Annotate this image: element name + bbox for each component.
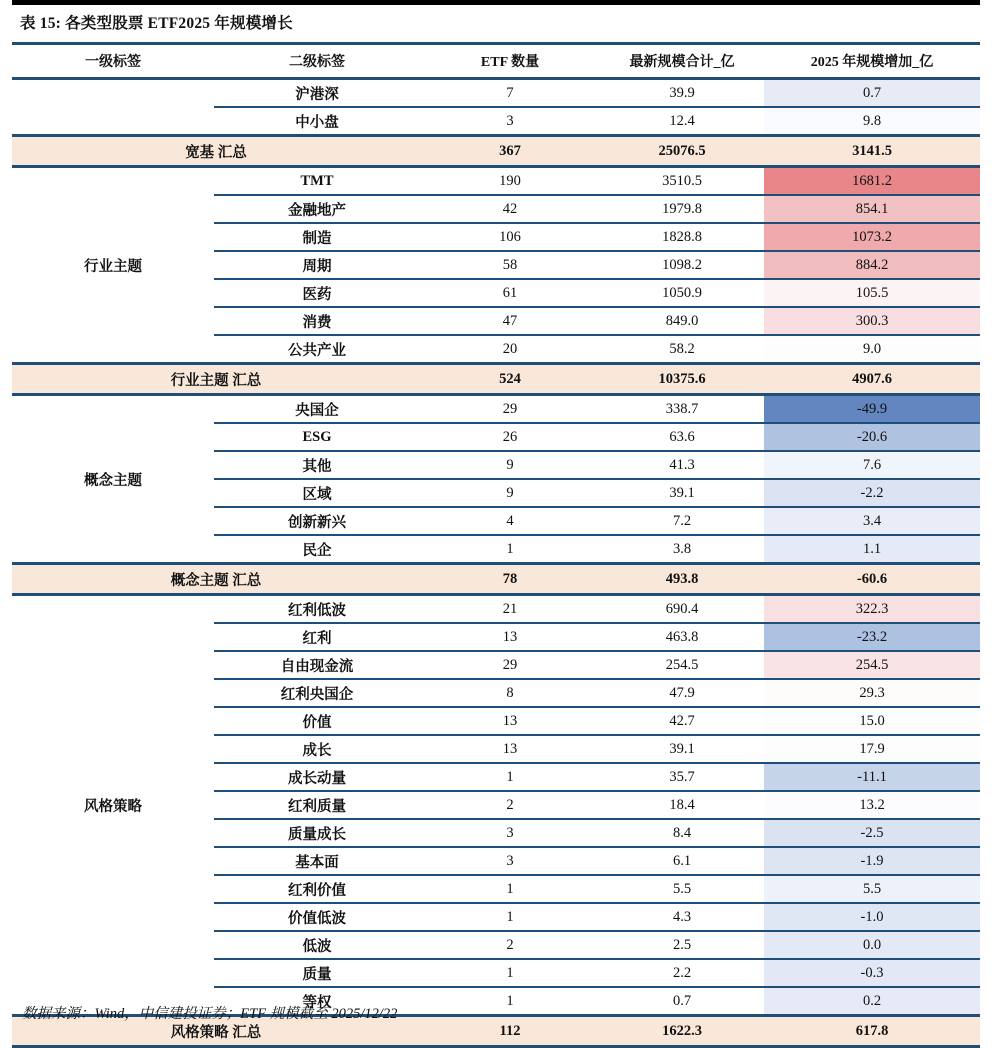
summary-count: 367: [420, 136, 600, 167]
latest-scale: 41.3: [600, 451, 764, 479]
etf-count: 20: [420, 335, 600, 364]
latest-scale: 849.0: [600, 307, 764, 335]
latest-scale: 35.7: [600, 763, 764, 791]
summary-count: 78: [420, 564, 600, 595]
latest-scale: 47.9: [600, 679, 764, 707]
group-label-cell: 行业主题: [84, 258, 142, 275]
etf-count: 13: [420, 735, 600, 763]
delta-value: 17.9: [764, 735, 980, 763]
etf-count: 1: [420, 875, 600, 903]
latest-scale: 2.2: [600, 959, 764, 987]
delta-value: 29.3: [764, 679, 980, 707]
row-label: 红利低波: [214, 595, 420, 624]
latest-scale: 39.9: [600, 79, 764, 108]
row-label: 公共产业: [214, 335, 420, 364]
latest-scale: 1979.8: [600, 195, 764, 223]
summary-count: 524: [420, 364, 600, 395]
latest-scale: 463.8: [600, 623, 764, 651]
row-label: 沪港深: [214, 79, 420, 108]
row-label: 周期: [214, 251, 420, 279]
delta-value: 7.6: [764, 451, 980, 479]
row-label: 低波: [214, 931, 420, 959]
row-label: 金融地产: [214, 195, 420, 223]
table-row: [12, 395, 980, 424]
etf-count: 3: [420, 819, 600, 847]
table-row: [12, 595, 980, 624]
summary-delta: 4907.6: [764, 364, 980, 395]
delta-value: 13.2: [764, 791, 980, 819]
etf-count: 47: [420, 307, 600, 335]
delta-value: 9.0: [764, 335, 980, 364]
col-header-level1-label: 一级标签: [12, 44, 214, 79]
latest-scale: 2.5: [600, 931, 764, 959]
table-row: [12, 167, 980, 196]
latest-scale: 6.1: [600, 847, 764, 875]
group-label-cell: 风格策略: [84, 798, 142, 815]
summary-row: [12, 364, 980, 395]
top-rule: [12, 0, 980, 5]
delta-value: 1073.2: [764, 223, 980, 251]
etf-count: 1: [420, 903, 600, 931]
latest-scale: 254.5: [600, 651, 764, 679]
latest-scale: 42.7: [600, 707, 764, 735]
summary-delta: -60.6: [764, 564, 980, 595]
row-label: 央国企: [214, 395, 420, 424]
row-label: 价值低波: [214, 903, 420, 931]
col-header-2025-increase: 2025 年规模增加_亿: [764, 44, 980, 79]
col-header-level2-label: 二级标签: [214, 44, 420, 79]
etf-count: 29: [420, 651, 600, 679]
summary-row: [12, 564, 980, 595]
summary-scale: 1622.3: [600, 1016, 764, 1047]
etf-count: 13: [420, 707, 600, 735]
summary-scale: 493.8: [600, 564, 764, 595]
etf-count: 1: [420, 535, 600, 564]
etf-count: 2: [420, 931, 600, 959]
latest-scale: 1098.2: [600, 251, 764, 279]
delta-value: 3.4: [764, 507, 980, 535]
summary-count: 112: [420, 1016, 600, 1047]
row-label: 质量: [214, 959, 420, 987]
summary-label: 宽基 汇总: [12, 136, 420, 167]
etf-count: 29: [420, 395, 600, 424]
latest-scale: 7.2: [600, 507, 764, 535]
summary-label: 行业主题 汇总: [12, 364, 420, 395]
table-title: 表 15: 各类型股票 ETF2025 年规模增长: [20, 15, 293, 32]
latest-scale: 18.4: [600, 791, 764, 819]
latest-scale: 1828.8: [600, 223, 764, 251]
row-label: TMT: [214, 167, 420, 196]
delta-value: 15.0: [764, 707, 980, 735]
table-header: [12, 44, 980, 79]
row-label: 红利央国企: [214, 679, 420, 707]
delta-value: -1.9: [764, 847, 980, 875]
latest-scale: 338.7: [600, 395, 764, 424]
etf-count: 21: [420, 595, 600, 624]
latest-scale: 39.1: [600, 735, 764, 763]
latest-scale: 58.2: [600, 335, 764, 364]
delta-value: 1681.2: [764, 167, 980, 196]
etf-count: 8: [420, 679, 600, 707]
etf-scale-table: [12, 42, 980, 1048]
summary-scale: 10375.6: [600, 364, 764, 395]
delta-value: -20.6: [764, 423, 980, 451]
etf-count: 61: [420, 279, 600, 307]
latest-scale: 1050.9: [600, 279, 764, 307]
delta-value: 9.8: [764, 107, 980, 136]
row-label: 创新新兴: [214, 507, 420, 535]
row-label: 其他: [214, 451, 420, 479]
summary-delta: 617.8: [764, 1016, 980, 1047]
etf-count: 13: [420, 623, 600, 651]
row-label: 基本面: [214, 847, 420, 875]
delta-value: 322.3: [764, 595, 980, 624]
row-label: 中小盘: [214, 107, 420, 136]
table-body: [12, 79, 980, 1047]
delta-value: -11.1: [764, 763, 980, 791]
delta-value: -23.2: [764, 623, 980, 651]
delta-value: 300.3: [764, 307, 980, 335]
etf-count: 9: [420, 451, 600, 479]
delta-value: -0.3: [764, 959, 980, 987]
delta-value: 854.1: [764, 195, 980, 223]
row-label: 价值: [214, 707, 420, 735]
latest-scale: 3510.5: [600, 167, 764, 196]
etf-count: 2: [420, 791, 600, 819]
delta-value: 1.1: [764, 535, 980, 564]
group-label-cell: 概念主题: [84, 472, 142, 489]
col-header-latest-scale: 最新规模合计_亿: [600, 44, 764, 79]
row-label: ESG: [214, 423, 420, 451]
latest-scale: 8.4: [600, 819, 764, 847]
etf-count: 42: [420, 195, 600, 223]
row-label: 红利质量: [214, 791, 420, 819]
summary-delta: 3141.5: [764, 136, 980, 167]
latest-scale: 690.4: [600, 595, 764, 624]
latest-scale: 5.5: [600, 875, 764, 903]
row-label: 制造: [214, 223, 420, 251]
etf-count: 9: [420, 479, 600, 507]
delta-value: 0.7: [764, 79, 980, 108]
delta-value: -49.9: [764, 395, 980, 424]
row-label: 成长: [214, 735, 420, 763]
row-label: 民企: [214, 535, 420, 564]
etf-count: 3: [420, 107, 600, 136]
etf-count: 1: [420, 959, 600, 987]
etf-count: 58: [420, 251, 600, 279]
delta-value: -2.5: [764, 819, 980, 847]
row-label: 红利: [214, 623, 420, 651]
summary-row: [12, 136, 980, 167]
etf-count: 1: [420, 987, 600, 1016]
table-row: [12, 79, 980, 108]
summary-label: 风格策略 汇总: [12, 1016, 420, 1047]
etf-count: 190: [420, 167, 600, 196]
delta-value: -2.2: [764, 479, 980, 507]
etf-count: 106: [420, 223, 600, 251]
delta-value: 254.5: [764, 651, 980, 679]
latest-scale: 4.3: [600, 903, 764, 931]
delta-value: 105.5: [764, 279, 980, 307]
header-row: [12, 44, 980, 79]
summary-label: 概念主题 汇总: [12, 564, 420, 595]
row-label: 自由现金流: [214, 651, 420, 679]
etf-count: 3: [420, 847, 600, 875]
row-label: 红利价值: [214, 875, 420, 903]
delta-value: 884.2: [764, 251, 980, 279]
delta-value: 0.2: [764, 987, 980, 1016]
row-label: 医药: [214, 279, 420, 307]
latest-scale: 12.4: [600, 107, 764, 136]
latest-scale: 0.7: [600, 987, 764, 1016]
etf-count: 7: [420, 79, 600, 108]
latest-scale: 63.6: [600, 423, 764, 451]
summary-scale: 25076.5: [600, 136, 764, 167]
col-header-etf-count: ETF 数量: [420, 44, 600, 79]
etf-count: 4: [420, 507, 600, 535]
delta-value: 5.5: [764, 875, 980, 903]
latest-scale: 39.1: [600, 479, 764, 507]
source-note: 数据来源：Wind，中信建投证券；ETF 规模截至 2025/12/22: [22, 1006, 398, 1022]
group-label-cell: [12, 79, 214, 136]
row-label: 等权: [214, 987, 420, 1016]
delta-value: 0.0: [764, 931, 980, 959]
row-label: 消费: [214, 307, 420, 335]
row-label: 成长动量: [214, 763, 420, 791]
etf-count: 26: [420, 423, 600, 451]
etf-count: 1: [420, 763, 600, 791]
row-label: 质量成长: [214, 819, 420, 847]
row-label: 区域: [214, 479, 420, 507]
latest-scale: 3.8: [600, 535, 764, 564]
delta-value: -1.0: [764, 903, 980, 931]
